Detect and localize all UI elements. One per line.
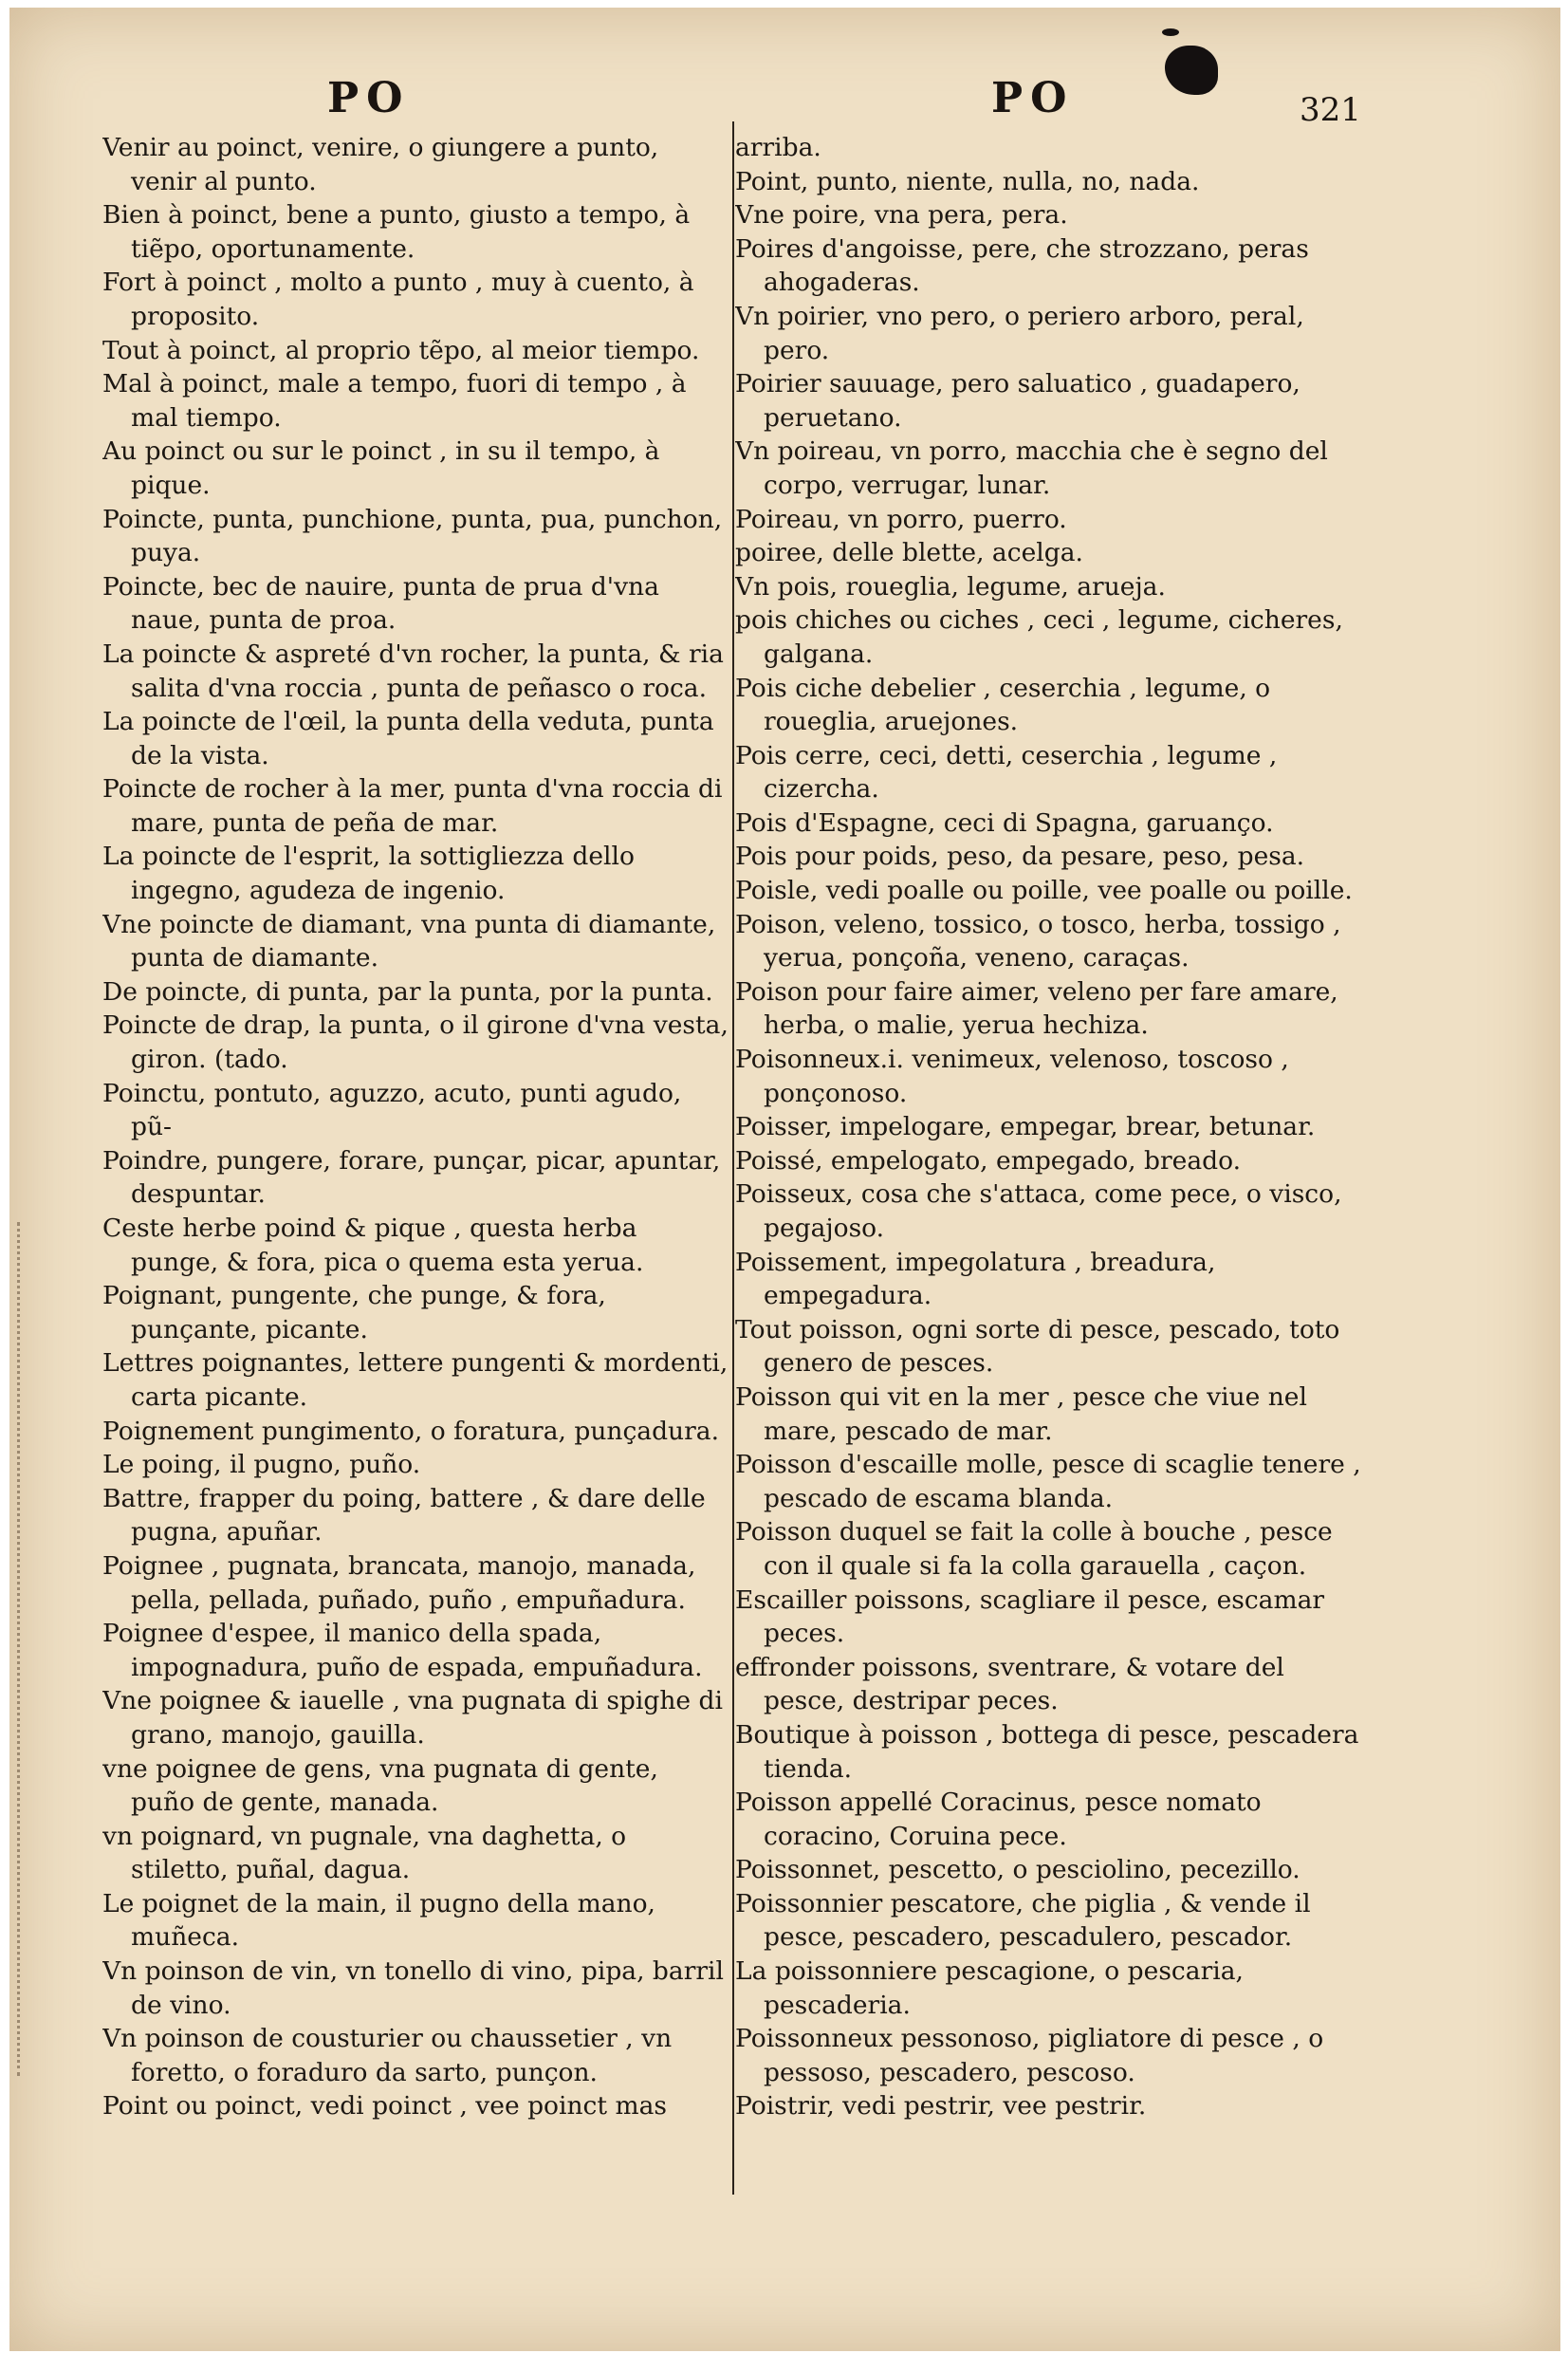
- dictionary-entry: Poisle, vedi poalle ou poille, vee poalle ou poille.: [735, 876, 1353, 906]
- dictionary-entry: Poisson d'escaille molle, pesce di scaglie tenere , pescado de escama blanda.: [735, 1450, 1361, 1513]
- dictionary-entry: Poincte de drap, la punta, o il girone d'vna vesta, giron. (tado.: [102, 1010, 729, 1075]
- left-column: [102, 131, 729, 2313]
- dictionary-entry: Fort à poinct , molto a punto , muy à cuento, à proposito.: [102, 268, 694, 331]
- dictionary-entry: La poincte de l'esprit, la sottigliezza dello ingegno, agudeza de ingenio.: [102, 842, 635, 906]
- dictionary-entry: La poincte & aspreté d'vn rocher, la punta, & ria salita d'vna roccia , punta de peñasco o roca.: [102, 639, 724, 703]
- dictionary-entry: Poignement pungimento, o foratura, punçadura.: [102, 1416, 720, 1446]
- right-column: [735, 131, 1361, 2313]
- dictionary-entry: Point ou poinct, vedi poinct , vee poinct mas: [102, 2091, 667, 2122]
- running-header-left: PO: [327, 74, 411, 122]
- dictionary-entry: Vn poirier, vno pero, o periero arboro, peral, pero.: [735, 301, 1304, 365]
- dictionary-entry: Poincte, punta, punchione, punta, pua, punchon, puya.: [102, 504, 723, 568]
- dictionary-entry: pois chiches ou ciches , ceci , legume, cicheres, galgana.: [735, 605, 1343, 669]
- dictionary-entry: Ceste herbe poind & pique , questa herba punge, & fora, pica o quema esta yerua.: [102, 1214, 644, 1277]
- dictionary-entry: Battre, frapper du poing, battere , & dare delle pugna, apuñar.: [102, 1483, 706, 1547]
- dictionary-entry: Poissonneux pessonoso, pigliatore di pesce , o pessoso, pescadero, pescoso.: [735, 2024, 1324, 2087]
- dictionary-entry: Poissé, empelogato, empegado, breado.: [735, 1145, 1241, 1176]
- margin-marks: [17, 1222, 58, 2076]
- dictionary-entry: Le poignet de la main, il pugno della mano, muñeca.: [102, 1888, 655, 1953]
- dictionary-entry: Lettres poignantes, lettere pungenti & mordenti, carta picante.: [102, 1348, 729, 1412]
- dictionary-entry: Vne poire, vna pera, pera.: [735, 200, 1068, 231]
- dictionary-entry: Poistrir, vedi pestrir, vee pestrir.: [735, 2091, 1147, 2122]
- dictionary-entry: Poisser, impelogare, empegar, brear, betunar.: [735, 1112, 1316, 1142]
- dictionary-entry: Poignee d'espee, il manico della spada, impognadura, puño de espada, empuñadura.: [102, 1619, 703, 1682]
- dictionary-entry: Poireau, vn porro, puerro.: [735, 504, 1067, 534]
- dictionary-entry: Poisonneux.i. venimeux, velenoso, toscoso , ponçonoso.: [735, 1045, 1289, 1108]
- dictionary-entry: Poissonnet, pescetto, o pesciolino, pecezillo.: [735, 1855, 1301, 1885]
- dictionary-entry: Poincte, bec de nauire, punta de prua d'vna naue, punta de proa.: [102, 571, 659, 636]
- dictionary-entry: Poisson appellé Coracinus, pesce nomato coracino, Coruina pece.: [735, 1788, 1262, 1851]
- dictionary-entry: Pois ciche debelier , ceserchia , legume, o roueglia, aruejones.: [735, 673, 1271, 737]
- ink-blot: [1165, 46, 1218, 95]
- dictionary-entry: Boutique à poisson , bottega di pesce, pescadera tienda.: [735, 1719, 1359, 1784]
- dictionary-entry: Tout poisson, ogni sorte di pesce, pescado, toto genero de pesces.: [735, 1314, 1340, 1379]
- dictionary-entry: Vn poinson de cousturier ou chaussetier , vn foretto, o foraduro da sarto, punçon.: [102, 2024, 673, 2087]
- dictionary-entry: Au poinct ou sur le poinct , in su il tempo, à pique.: [102, 436, 660, 500]
- dictionary-entry: Poisson duquel se fait la colle à bouche , pesce con il quale si fa la colla garauella , caçon.: [735, 1517, 1333, 1581]
- dictionary-entry: Vn pois, roueglia, legume, arueja.: [735, 571, 1166, 602]
- page-number: 321: [1300, 91, 1361, 129]
- dictionary-entry: Point, punto, niente, nulla, no, nada.: [735, 166, 1200, 196]
- dictionary-entry: Vne poincte de diamant, vna punta di diamante, punta de diamante.: [102, 909, 716, 973]
- dictionary-entry: Poissement, impegolatura , breadura, empegadura.: [735, 1247, 1216, 1311]
- dictionary-entry: Tout à poinct, al proprio tẽpo, al meior tiempo.: [102, 335, 700, 365]
- dictionary-entry: Pois cerre, ceci, detti, ceserchia , legume , cizercha.: [735, 740, 1278, 805]
- dictionary-entry: vne poignee de gens, vna pugnata di gente, puño de gente, manada.: [102, 1753, 658, 1818]
- dictionary-entry: Vne poignee & iauelle , vna pugnata di spighe di grano, manojo, gauilla.: [102, 1686, 723, 1750]
- column-divider: [732, 121, 734, 2195]
- dictionary-entry: vn poignard, vn pugnale, vna daghetta, o stiletto, puñal, dagua.: [102, 1821, 627, 1885]
- running-header-right: PO: [991, 74, 1075, 122]
- dictionary-entry: Poignee , pugnata, brancata, manojo, manada, pella, pellada, puñado, puño , empuñadura.: [102, 1550, 696, 1615]
- dictionary-entry: Pois pour poids, peso, da pesare, peso, pesa.: [735, 842, 1305, 872]
- dictionary-entry: La poincte de l'œil, la punta della veduta, punta de la vista.: [102, 707, 714, 770]
- dictionary-entry: Mal à poinct, male a tempo, fuori di tempo , à mal tiempo.: [102, 369, 687, 433]
- dictionary-entry: Poisseux, cosa che s'attaca, come pece, o visco, pegajoso.: [735, 1179, 1342, 1243]
- dictionary-entry: Escailler poissons, scagliare il pesce, escamar peces.: [735, 1584, 1325, 1649]
- dictionary-entry: effronder poissons, sventrare, & votare del pesce, destripar peces.: [735, 1652, 1284, 1716]
- dictionary-entry: Poissonnier pescatore, che piglia , & vende il pesce, pescadero, pescadulero, pescador.: [735, 1888, 1311, 1953]
- dictionary-entry: Poisson qui vit en la mer , pesce che viue nel mare, pescado de mar.: [735, 1381, 1307, 1446]
- dictionary-entry: Vn poinson de vin, vn tonello di vino, pipa, barril de vino.: [102, 1956, 724, 2020]
- dictionary-entry: De poincte, di punta, par la punta, por la punta.: [102, 976, 713, 1007]
- dictionary-entry: Le poing, il pugno, puño.: [102, 1450, 421, 1480]
- dictionary-entry: Poignant, pungente, che punge, & fora, punçante, picante.: [102, 1281, 606, 1344]
- dictionary-entry: Poincte de rocher à la mer, punta d'vna roccia di mare, punta de peña de mar.: [102, 774, 723, 838]
- dictionary-entry: arriba.: [735, 133, 821, 162]
- ink-blot: [1162, 28, 1179, 36]
- dictionary-entry: Venir au poinct, venire, o giungere a punto, venir al punto.: [102, 133, 659, 196]
- dictionary-entry: Poires d'angoisse, pere, che strozzano, peras ahogaderas.: [735, 233, 1309, 298]
- dictionary-entry: Vn poireau, vn porro, macchia che è segno del corpo, verrugar, lunar.: [735, 436, 1328, 500]
- dictionary-entry: Poindre, pungere, forare, punçar, picar, apuntar, despuntar.: [102, 1145, 721, 1210]
- dictionary-entry: La poissonniere pescagione, o pescaria, pescaderia.: [735, 1956, 1244, 2020]
- dictionary-entry: Poison pour faire aimer, veleno per fare amare, herba, o malie, yerua hechiza.: [735, 976, 1338, 1041]
- dictionary-entry: Pois d'Espagne, ceci di Spagna, garuanço.: [735, 807, 1274, 838]
- dictionary-entry: Bien à poinct, bene a punto, giusto a tempo, à tiẽpo, oportunamente.: [102, 200, 691, 264]
- dictionary-entry: Poison, veleno, tossico, o tosco, herba, tossigo , yerua, ponçoña, veneno, caraças.: [735, 909, 1341, 973]
- dictionary-entry: poiree, delle blette, acelga.: [735, 538, 1083, 568]
- dictionary-entry: Poinctu, pontuto, aguzzo, acuto, punti agudo, pũ-: [102, 1078, 682, 1142]
- dictionary-entry: Poirier sauuage, pero saluatico , guadapero, peruetano.: [735, 369, 1301, 433]
